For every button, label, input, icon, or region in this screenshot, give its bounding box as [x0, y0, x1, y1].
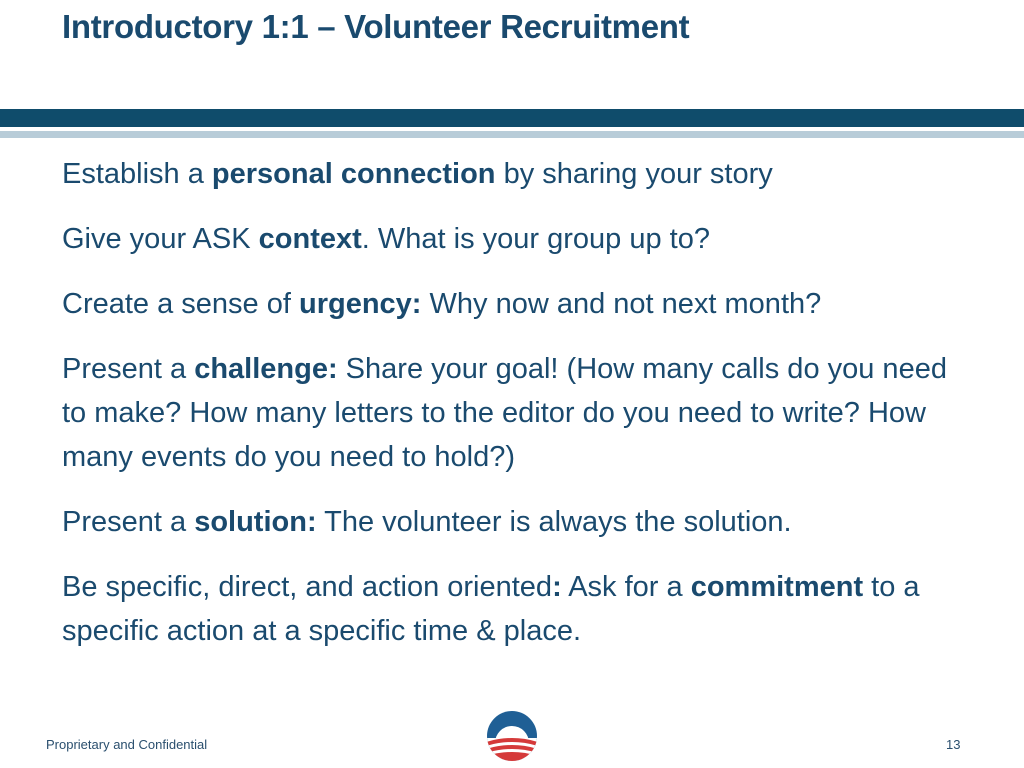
bullet-text: Why now and not next month? — [421, 288, 822, 320]
bullet-keyword: context — [258, 223, 362, 255]
bullet-keyword: solution: — [194, 506, 317, 538]
footer-confidential: Proprietary and Confidential — [46, 737, 208, 752]
bullet-keyword: personal connection — [211, 158, 496, 190]
header-divider-light — [0, 131, 1024, 138]
bullet-text: The volunteer is always the solution. — [316, 506, 792, 538]
bullet-urgency — [62, 282, 962, 326]
bullet-text: Present a — [62, 506, 195, 538]
header-divider-dark — [0, 109, 1024, 127]
bullet-challenge — [62, 347, 962, 479]
bullet-keyword: challenge: — [194, 353, 338, 385]
bullet-text: to a specific action at a specific time & place. — [62, 571, 920, 647]
obama-campaign-logo-icon — [486, 710, 538, 762]
bullet-text: Ask for a — [561, 571, 691, 603]
bullet-text: by sharing your story — [495, 158, 773, 190]
bullet-text: Establish a — [62, 158, 212, 190]
bullet-text: Present a — [62, 353, 195, 385]
bullet-text: Be specific, direct, and action oriented — [62, 571, 553, 603]
bullet-solution — [62, 500, 962, 544]
bullet-personal-connection — [62, 152, 962, 196]
bullet-keyword: commitment — [690, 571, 864, 603]
bullet-text: Give your ASK — [62, 223, 259, 255]
bullet-text: Share your goal! (How many calls do you need to make? How many letters to the editor do you need to write? How many events do you need to hold?) — [62, 353, 947, 473]
bullet-commitment — [62, 565, 962, 653]
page-number: 13 — [946, 737, 961, 752]
bullet-keyword: urgency: — [298, 288, 422, 320]
bullet-list — [62, 152, 962, 674]
bullet-context — [62, 217, 962, 261]
bullet-text: . What is your group up to? — [361, 223, 710, 255]
bullet-keyword: : — [552, 571, 562, 603]
bullet-text: Create a sense of — [62, 288, 299, 320]
slide-title: Introductory 1:1 – Volunteer Recruitment — [62, 8, 690, 45]
